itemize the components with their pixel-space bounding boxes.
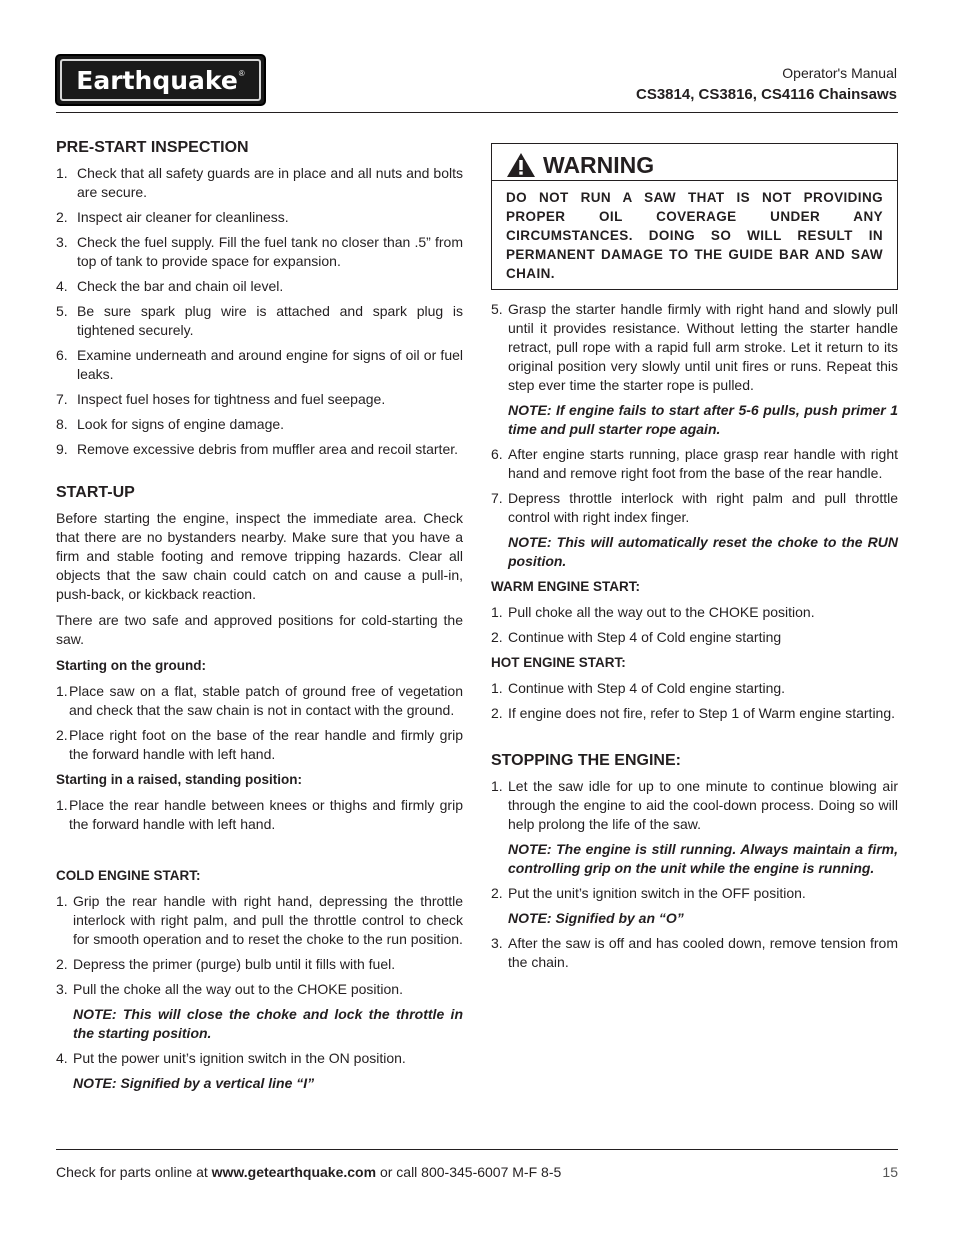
footer-text: [56, 1164, 561, 1180]
list-item: 3. Pull the choke all the way out to the CHOKE position.: [56, 981, 403, 997]
list-item: 9. Remove excessive debris from muffler area and recoil starter.: [56, 441, 459, 457]
cold-note-4: NOTE: Signified by a vertical line “I”: [73, 1075, 315, 1091]
list-item: 1. Pull choke all the way out to the CHOKE position.: [491, 604, 815, 620]
list-item: 6. After engine starts running, place grasp rear handle with right hand and remove right foot from the base of the rear handle.: [491, 446, 898, 481]
cold-note-3: NOTE: This will close the choke and lock the throttle in the starting position.: [73, 1006, 463, 1041]
list-item: 2. Inspect air cleaner for cleanliness.: [56, 209, 289, 225]
list-item: 3. After the saw is off and has cooled down, remove tension from the chain.: [491, 935, 898, 970]
raised-start-list: [56, 796, 463, 834]
list-item: 2. Continue with Step 4 of Cold engine starting: [491, 629, 782, 645]
pre-start-heading: PRE-START INSPECTION: [56, 139, 249, 156]
footer-divider: [56, 1149, 898, 1150]
list-item: 8. Look for signs of engine damage.: [56, 416, 285, 432]
stopping-note-1: NOTE: The engine is still running. Always maintain a firm, controlling grip on the unit while the engine is running.: [508, 841, 898, 876]
raised-start-heading: Starting in a raised, standing position:: [56, 772, 303, 787]
list-item: 1. Place saw on a flat, stable patch of ground free of vegetation and check that the saw chain is not in contact with the ground.: [56, 683, 463, 718]
list-item: 4. Check the bar and chain oil level.: [56, 278, 284, 294]
stopping-list: [491, 777, 898, 834]
startup-paragraph: Before starting the engine, inspect the immediate area. Check that there are no bystanders nearby. Make sure that you have a firm and stable footing and remove tripping hazards. Clear all objects that the saw chain could catch on and cause a pull-in, push-back, or kickback reaction.: [56, 510, 463, 602]
list-item: 4. Put the power unit’s ignition switch in the ON position.: [56, 1050, 406, 1066]
cold-start-list: [56, 892, 463, 999]
list-item: 1. Grip the rear handle with right hand, depressing the throttle interlock with right palm, and pull the throttle control to check for smooth operation and to reset the choke to the run position.: [56, 893, 463, 947]
list-item: 3. Check the fuel supply. Fill the fuel tank no closer than .5” from top of tank to provide space for expansion.: [56, 234, 463, 269]
warning-title: WARNING: [543, 151, 655, 178]
stopping-note-2: NOTE: Signified by an “O”: [508, 910, 684, 926]
hot-start-heading: HOT ENGINE START:: [491, 655, 626, 670]
list-item: 5. Grasp the starter handle firmly with right hand and slowly pull until it provides resistance. Without letting the starter handle retract, pull rope with a rapid full arm stroke. Let it return to its original position very slowly until unit fires or runs. Repeat this step ever time the starter rope is pulled.: [491, 301, 898, 393]
warm-start-list: [491, 603, 898, 647]
cold-start-list-right-2: [491, 445, 898, 527]
list-item: 1. Continue with Step 4 of Cold engine starting.: [491, 680, 786, 696]
cold-start-list-cont: [56, 1049, 463, 1068]
cold-start-list-right: [491, 300, 898, 395]
list-item: 2. If engine does not fire, refer to Step 1 of Warm engine starting.: [491, 705, 896, 721]
footer-suffix: or call 800-345-6007 M-F 8-5: [376, 1164, 562, 1180]
footer-prefix: Check for parts online at: [56, 1164, 212, 1180]
document-title: CS3814, CS3816, CS4116 Chainsaws: [636, 86, 897, 103]
right-column: [491, 143, 898, 978]
startup-paragraph-2: There are two safe and approved positions for cold-starting the saw.: [56, 612, 463, 647]
ground-start-list: [56, 682, 463, 764]
stopping-heading: STOPPING THE ENGINE:: [491, 752, 681, 769]
warning-box: [491, 143, 898, 290]
manual-label: Operator's Manual: [782, 65, 897, 81]
warning-icon: [506, 152, 536, 178]
list-item: 2. Depress the primer (purge) bulb until it fills with fuel.: [56, 956, 396, 972]
startup-heading: START-UP: [56, 484, 135, 501]
warm-start-heading: WARM ENGINE START:: [491, 579, 640, 594]
warning-text: DO NOT RUN A SAW THAT IS NOT PROVIDING PROPER OIL COVERAGE UNDER ANY CIRCUMSTANCES. DOING SO WILL RESULT IN PERMANENT DAMAGE TO THE GUIDE BAR AND SAW CHAIN.: [492, 180, 897, 289]
list-item: 2. Place right foot on the base of the rear handle and firmly grip the forward handle with left hand.: [56, 727, 463, 762]
list-item: 1. Check that all safety guards are in place and all nuts and bolts are secure.: [56, 165, 463, 200]
pre-start-list: [56, 164, 463, 459]
stopping-list-2: [491, 884, 898, 903]
list-item: 5. Be sure spark plug wire is attached and spark plug is tightened securely.: [56, 303, 463, 338]
ground-start-heading: Starting on the ground:: [56, 658, 206, 673]
hot-start-list: [491, 679, 898, 723]
list-item: 2. Put the unit’s ignition switch in the OFF position.: [491, 885, 806, 901]
list-item: 7. Inspect fuel hoses for tightness and fuel seepage.: [56, 391, 386, 407]
list-item: 1. Let the saw idle for up to one minute to continue blowing air through the engine to aid the cool-down process. Doing so will help prolong the life of the saw.: [491, 778, 898, 832]
header-divider: [56, 112, 898, 113]
list-item: 6. Examine underneath and around engine for signs of oil or fuel leaks.: [56, 347, 463, 382]
list-item: 7. Depress throttle interlock with right palm and pull throttle control with right index finger.: [491, 490, 898, 525]
cold-note-5: NOTE: If engine fails to start after 5-6 pulls, push primer 1 time and pull starter rope again.: [508, 402, 898, 437]
list-item: 1. Place the rear handle between knees or thighs and firmly grip the forward handle with left hand.: [56, 797, 463, 832]
logo-text: Earthquake: [76, 65, 238, 95]
earthquake-logo: [55, 54, 266, 106]
cold-note-7: NOTE: This will automatically reset the choke to the RUN position.: [508, 534, 898, 569]
website-link[interactable]: www.getearthquake.com: [211, 1164, 377, 1180]
stopping-list-3: [491, 934, 898, 972]
registered-mark: ®: [238, 68, 245, 78]
cold-start-heading: COLD ENGINE START:: [56, 868, 201, 883]
page-number: 15: [882, 1164, 898, 1180]
left-column: [56, 138, 463, 1099]
